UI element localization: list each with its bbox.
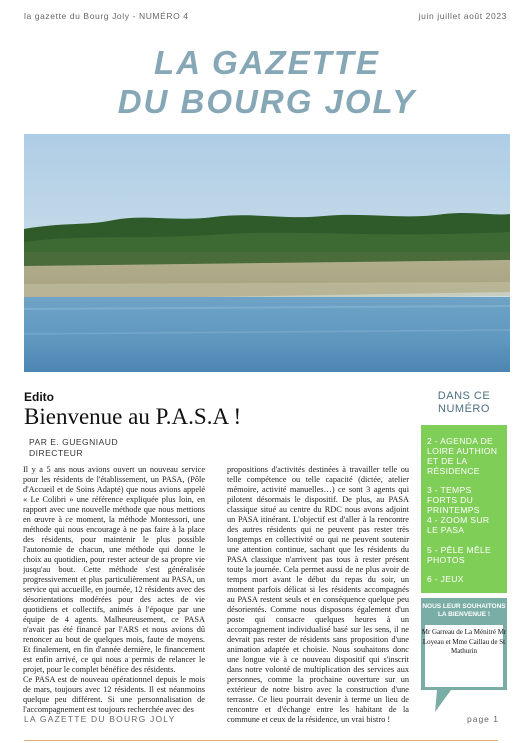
masthead-line-1: LA GAZETTE	[154, 44, 380, 81]
contents-item-temps-forts[interactable]: 3 - TEMPS FORTS DU PRINTEMPS	[427, 485, 480, 515]
article-column-1: Il y a 5 ans nous avions ouvert un nouveau service pour les résidents de l'établissement, un PASA, (Pôle d'Accueil et de Soins Adapté) que nous avions appelé « Le Colibri » une référence expliquée plus loin, en rapport avec une nouvelle méthode que nous mettions en œuvre à ce moment, la méthode Montessori, une méthode qui nous encourage à ne pas faire à la place des résidents, pour maintenir le plus possible l'autonomie de chacun, une méthode qui donne le choix au quotidien, pour rester acteur de sa propre vie jusqu'au bout. Cette méthode s'est généralisée progressivement et plus particulièrement au PASA, un service qui accueille, en journée, 12 résidents avec des désorientations modérées pour des actes de vie quotidiens et collectifs, animés à l'époque par une équipe de 4 agents. Malheureusement, ce PASA n'avait pas été financé par l'ARS et nous avions dû renoncer au bout de quelques mois, faute de moyens. Et finalement, en fin d'année dernière, le financement est enfin arrivé, ce qui nous a permis de relancer le projet, pour le complet bénéfice des résidents. Ce PASA est de nouveau opérationnel depuis le mois de mars, toujours avec 12 résidents. Il est néanmoins quelque peu différent. Si une personnalisation de l'accompagnement est toujours recherchée avec des	[23, 465, 205, 714]
article-byline	[29, 437, 118, 459]
article-column-2: propositions d'activités destinées à travailler telle ou telle compétence ou telle capacité (dictée, atelier mémoire, activité manuelles…) ce sont 3 agents qui pilotent désormais le dispositif. De plus, au PASA classique situé au centre du RDC nous avons adjoint un PASA itinérant. L'objectif est d'aller à la rencontre des autres résidents qui ne peuvent pas rester très longtemps en collectivité ou qui ne peuvent soutenir une attention continue, sachant que les résidents du PASA classique n'arrivent pas tous à rester présent toute la journée. Cela permet aussi de ne plus avoir de temps mort avant le début du repas du soir, un moment parfois délicat si les résidents accompagnés au PASA restent seuls et en conséquence quelque peu désorientés. Comme nous disposons également d'un poste qui consacre quelques heures à un accompagnement individualisé basé sur les sens, il ne devrait pas rester de résidents sans proposition d'une animation adaptée et choisie. Nous souhaitons donc une longue vie à ce nouveau dispositif qui s'inscrit dans notre volonté de multiplication des services aux personnes, comme la prochaine ouverture sur un extérieur de notre bistro avec la construction d'une terrasse. Ce lieu pourrait devenir à terme un lieu de rencontre et d'échange entre les habitant de la commune et ceux de la résidence, un vrai bistro !	[227, 465, 409, 724]
article-headline: Bienvenue au P.A.S.A !	[24, 404, 242, 429]
welcome-callout	[421, 598, 507, 714]
author-role: DIRECTEUR	[29, 448, 84, 458]
masthead-line-2: DU BOURG JOLY	[117, 83, 417, 120]
page-number: page 1	[467, 714, 499, 724]
contents-item-jeux[interactable]: 6 - JEUX	[427, 574, 464, 584]
footer-rule	[24, 740, 498, 741]
footer-title: LA GAZETTE DU BOURG JOLY	[24, 714, 176, 724]
header-right: juin juillet août 2023	[418, 11, 507, 21]
header-left: la gazette du Bourg Joly - NUMÉRO 4	[24, 11, 189, 21]
sidebar-title: DANS CE NUMÉRO	[437, 390, 491, 415]
article-section: Edito	[24, 390, 54, 404]
sidebar-contents	[421, 425, 507, 593]
contents-item-agenda[interactable]: 2 - AGENDA DE LOIRE AUTHION ET DE LA RÉSIDENCE	[427, 436, 498, 476]
welcome-title: NOUS LEUR SOUHAITONS LA BIENVENUE !	[422, 603, 506, 618]
welcome-names: Mr Garreau de La Ménitré Mr Loyeau et Mme Caillau de St Mathurin	[421, 628, 507, 656]
contents-item-photos[interactable]: 5 - PÊLE MÊLE PHOTOS	[427, 545, 492, 565]
cover-photo	[24, 134, 510, 372]
contents-item-zoom-pasa[interactable]: 4 - ZOOM SUR LE PASA	[427, 515, 490, 535]
author-name: PAR E. GUEGNIAUD	[29, 437, 119, 447]
